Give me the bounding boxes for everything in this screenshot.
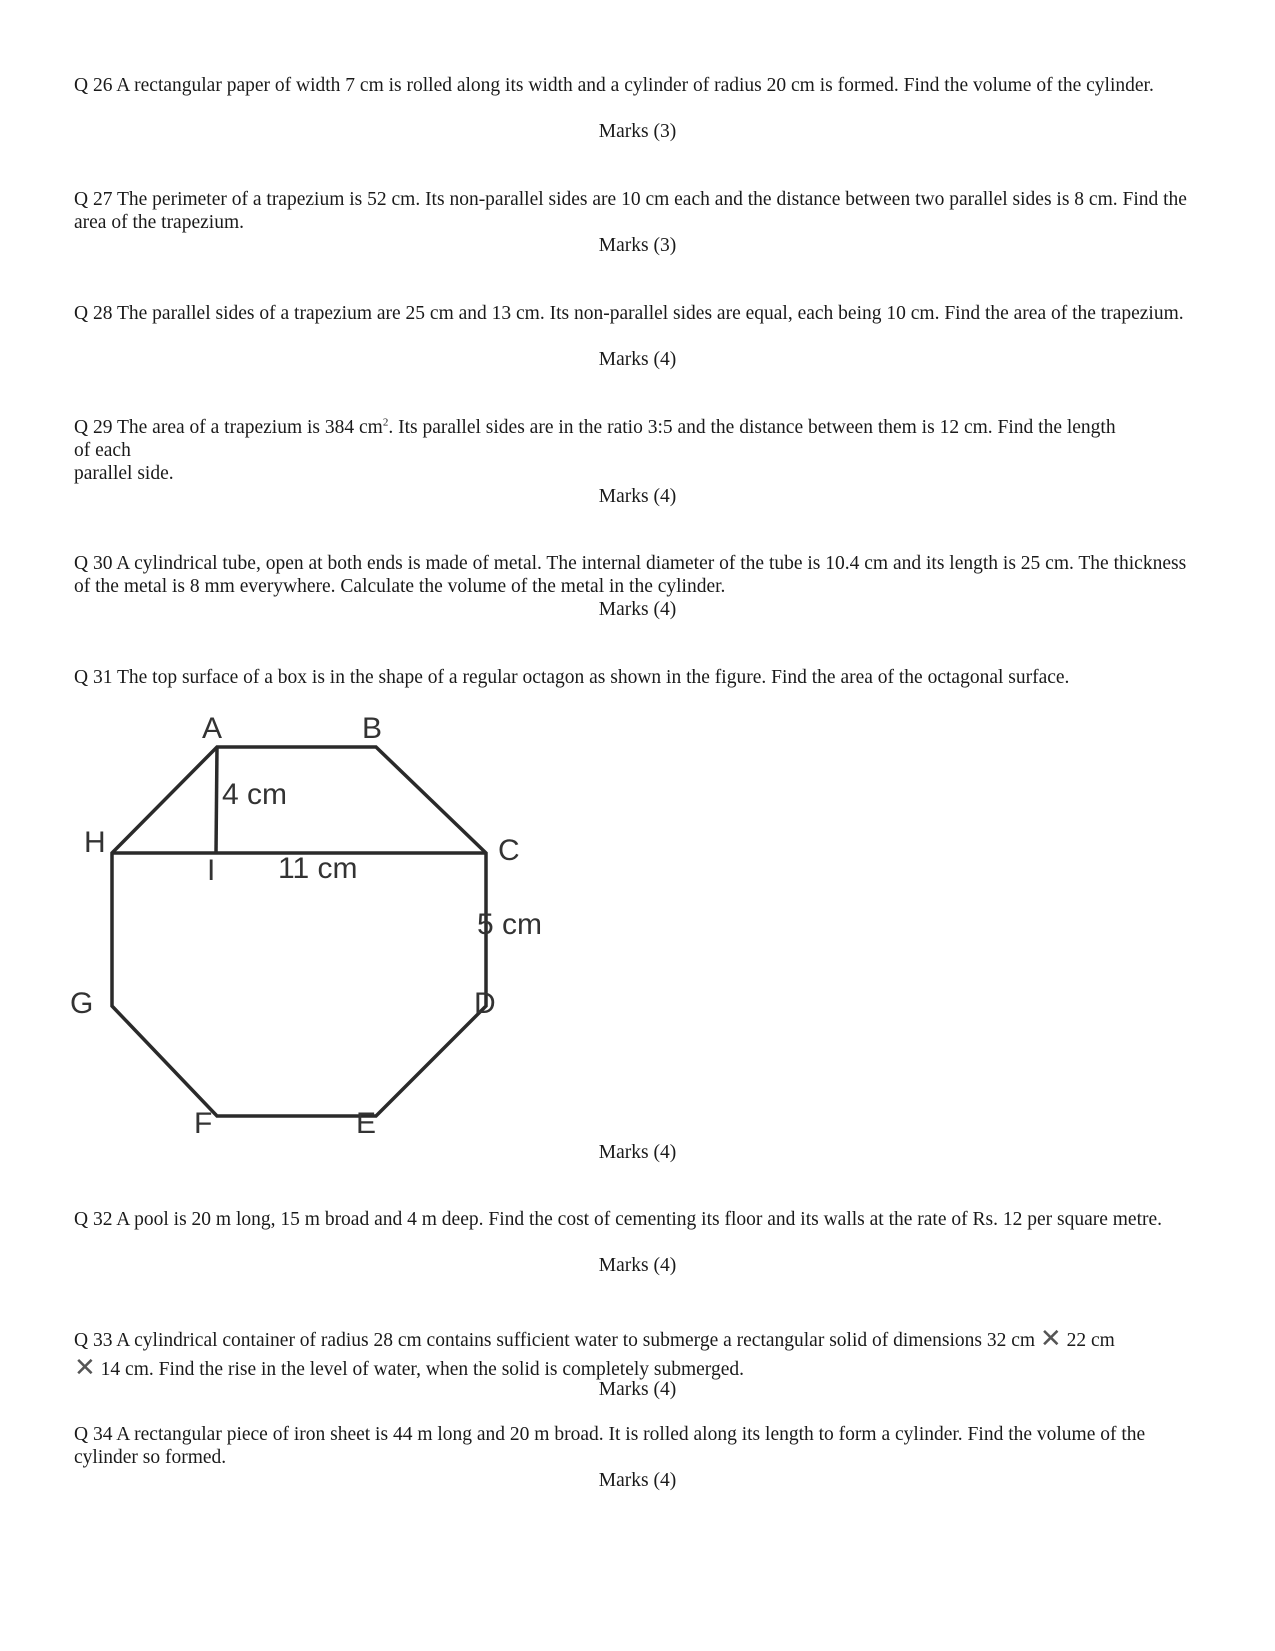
question-34-marks: Marks (4) (598, 1470, 677, 1491)
question-26 (74, 74, 1204, 97)
label-i: I (207, 854, 216, 887)
question-34 (74, 1423, 1204, 1469)
question-27-text: Q 27 The perimeter of a trapezium is 52 cm. Its non-parallel sides are 10 cm each and the distance between two parallel sides is 8 cm. Find the area of the trapezium. (74, 189, 1187, 233)
question-33-text-end: 14 cm. Find the rise in the level of water, when the solid is completely submerged. (100, 1359, 744, 1380)
question-29-line-2: of each (74, 440, 131, 461)
question-28-text: Q 28 The parallel sides of a trapezium are 25 cm and 13 cm. Its non-parallel sides are equal, each being 10 cm. Find the area of the trapezium. (74, 303, 1184, 324)
question-32-marks: Marks (4) (598, 1255, 677, 1276)
question-33-text-start: Q 33 A cylindrical container of radius 28 cm contains sufficient water to submerge a rectangular solid of dimensions 32 cm (74, 1330, 1036, 1351)
label-h: H (84, 826, 106, 859)
question-30 (74, 552, 1204, 598)
question-29 (74, 416, 1204, 485)
octagon-figure (66, 712, 586, 1158)
question-26-text: Q 26 A rectangular paper of width 7 cm is rolled along its width and a cylinder of radius 20 cm is formed. Find the volume of the cylinder. (74, 75, 1154, 96)
question-33 (74, 1326, 1204, 1384)
times-icon: ✕ (1039, 1324, 1062, 1354)
question-30-text: Q 30 A cylindrical tube, open at both ends is made of metal. The internal diameter of the tube is 10.4 cm and its length is 25 cm. The thickness of the metal is 8 mm everywhere. Calculate the volume of the metal in the cylinder. (74, 553, 1187, 597)
label-f: F (194, 1107, 213, 1140)
question-30-marks: Marks (4) (598, 599, 677, 620)
question-31-marks: Marks (4) (598, 1142, 677, 1163)
question-27-marks: Marks (3) (598, 235, 677, 256)
question-32-text: Q 32 A pool is 20 m long, 15 m broad and 4 m deep. Find the cost of cementing its floor and its walls at the rate of Rs. 12 per square metre. (74, 1209, 1163, 1230)
squared-superscript: 2 (382, 416, 389, 429)
measure-11cm: 11 cm (278, 852, 358, 885)
question-26-marks: Marks (3) (598, 121, 677, 142)
question-32 (74, 1208, 1204, 1231)
question-33-text-middle: 22 cm (1066, 1330, 1115, 1351)
octagon-outline (112, 747, 486, 1116)
measure-4cm: 4 cm (222, 778, 288, 811)
question-28-marks: Marks (4) (598, 349, 677, 370)
label-b: B (362, 712, 383, 745)
question-33-marks: Marks (4) (598, 1379, 677, 1400)
label-g: G (70, 987, 94, 1020)
times-icon: ✕ (74, 1353, 96, 1383)
question-29-marks: Marks (4) (598, 486, 677, 507)
question-29-line-3: parallel side. (74, 463, 174, 484)
height-ai (216, 747, 217, 853)
question-31-text: Q 31 The top surface of a box is in the shape of a regular octagon as shown in the figure. Find the area of the octagonal surface. (74, 667, 1070, 688)
label-e: E (356, 1107, 377, 1140)
question-31 (74, 666, 1204, 689)
label-c: C (498, 834, 520, 867)
question-29-text-start: Q 29 The area of a trapezium is 384 cm (74, 417, 383, 438)
question-27 (74, 188, 1204, 234)
label-a: A (202, 712, 223, 745)
question-34-text: Q 34 A rectangular piece of iron sheet is 44 m long and 20 m broad. It is rolled along its length to form a cylinder. Find the volume of the cylinder so formed. (74, 1424, 1146, 1468)
question-29-text-rest: . Its parallel sides are in the ratio 3:5 and the distance between them is 12 cm. Find the length (388, 417, 1116, 438)
measure-5cm: 5 cm (477, 908, 543, 941)
question-28 (74, 302, 1204, 325)
label-d: D (474, 987, 496, 1020)
